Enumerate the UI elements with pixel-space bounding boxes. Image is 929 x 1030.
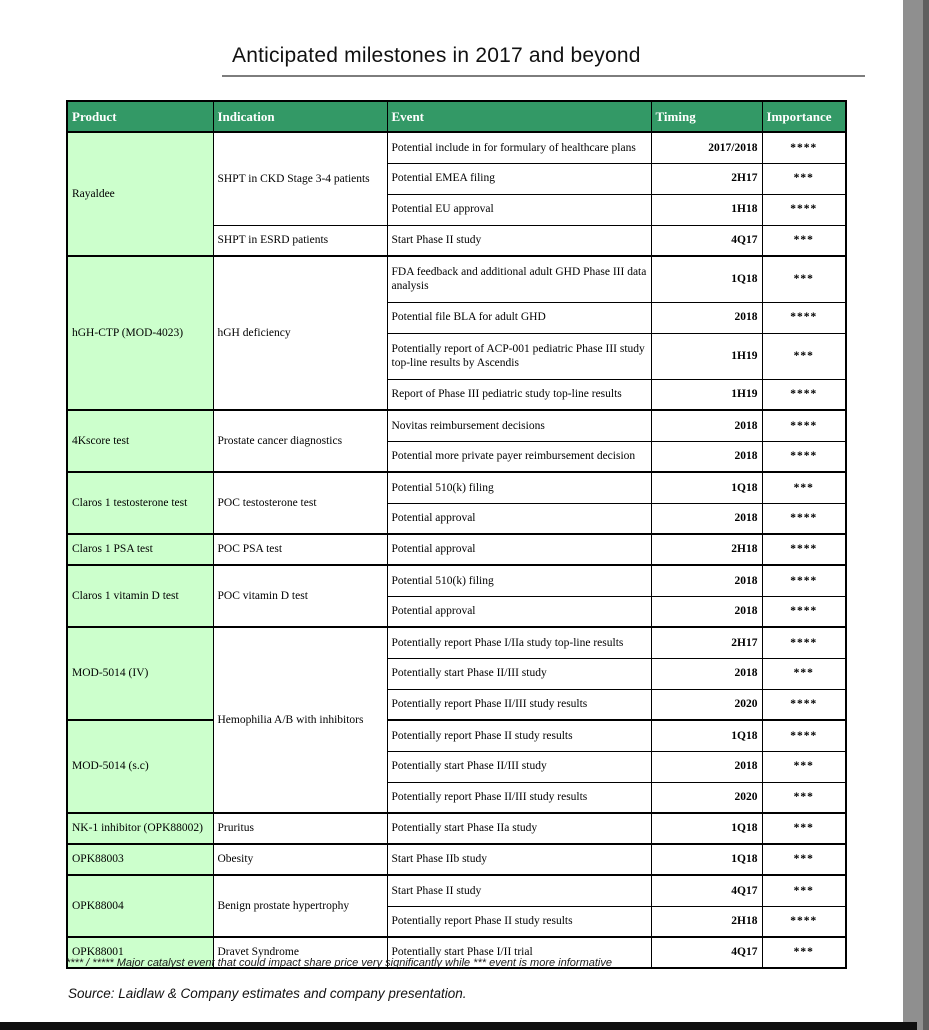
header-importance: Importance: [762, 101, 846, 132]
timing-cell: 4Q17: [651, 225, 762, 256]
event-cell: Start Phase II study: [387, 225, 651, 256]
importance-cell: ****: [762, 627, 846, 658]
indication-cell: hGH deficiency: [213, 256, 387, 410]
product-cell: OPK88004: [67, 875, 213, 937]
importance-cell: ****: [762, 503, 846, 534]
timing-cell: 1H19: [651, 333, 762, 379]
product-cell: Rayaldee: [67, 132, 213, 256]
indication-cell: Benign prostate hypertrophy: [213, 875, 387, 937]
product-cell: MOD-5014 (IV): [67, 627, 213, 720]
event-cell: Start Phase II study: [387, 875, 651, 906]
event-cell: Novitas reimbursement decisions: [387, 410, 651, 441]
indication-cell: Pruritus: [213, 813, 387, 844]
timing-cell: 2H17: [651, 627, 762, 658]
event-cell: Potential include in for formulary of healthcare plans: [387, 132, 651, 163]
importance-cell: ****: [762, 410, 846, 441]
importance-cell: ****: [762, 720, 846, 751]
timing-cell: 2H18: [651, 906, 762, 937]
timing-cell: 2017/2018: [651, 132, 762, 163]
importance-cell: ****: [762, 194, 846, 225]
timing-cell: 1Q18: [651, 256, 762, 302]
timing-cell: 1H19: [651, 379, 762, 410]
timing-cell: 2018: [651, 441, 762, 472]
table-row: [67, 565, 846, 596]
event-cell: Potentially report of ACP-001 pediatric Phase III study top-line results by Ascendis: [387, 333, 651, 379]
event-cell: Potential approval: [387, 503, 651, 534]
importance-cell: ***: [762, 751, 846, 782]
table-body: [67, 132, 846, 968]
importance-cell: ****: [762, 534, 846, 565]
indication-cell: SHPT in CKD Stage 3-4 patients: [213, 132, 387, 225]
table-header-row: [67, 101, 846, 132]
importance-cell: ****: [762, 379, 846, 410]
importance-cell: ***: [762, 844, 846, 875]
timing-cell: 4Q17: [651, 937, 762, 968]
timing-cell: 2018: [651, 410, 762, 441]
product-cell: Claros 1 PSA test: [67, 534, 213, 565]
timing-cell: 1Q18: [651, 472, 762, 503]
importance-cell: ***: [762, 225, 846, 256]
importance-cell: ****: [762, 302, 846, 333]
product-cell: MOD-5014 (s.c): [67, 720, 213, 813]
product-cell: OPK88001: [67, 937, 213, 968]
importance-cell: ***: [762, 937, 846, 968]
table-row: [67, 720, 846, 751]
importance-cell: ***: [762, 333, 846, 379]
timing-cell: 1Q18: [651, 813, 762, 844]
product-cell: Claros 1 testosterone test: [67, 472, 213, 534]
timing-cell: 2020: [651, 782, 762, 813]
event-cell: Potentially report Phase II/III study results: [387, 689, 651, 720]
indication-cell: Prostate cancer diagnostics: [213, 410, 387, 472]
event-cell: Potentially start Phase II/III study: [387, 751, 651, 782]
timing-cell: 2H17: [651, 163, 762, 194]
indication-cell: Obesity: [213, 844, 387, 875]
event-cell: Potential approval: [387, 534, 651, 565]
importance-cell: ***: [762, 658, 846, 689]
timing-cell: 4Q17: [651, 875, 762, 906]
event-cell: Potential more private payer reimbursement decision: [387, 441, 651, 472]
table-row: [67, 627, 846, 658]
event-cell: FDA feedback and additional adult GHD Phase III data analysis: [387, 256, 651, 302]
event-cell: Report of Phase III pediatric study top-line results: [387, 379, 651, 410]
event-cell: Potential approval: [387, 596, 651, 627]
importance-cell: ***: [762, 472, 846, 503]
table-row: [67, 256, 846, 302]
header-product: Product: [67, 101, 213, 132]
table-row: [67, 844, 846, 875]
timing-cell: 2018: [651, 596, 762, 627]
importance-cell: ***: [762, 256, 846, 302]
page-edge-bottom: [0, 1022, 917, 1030]
event-cell: Start Phase IIb study: [387, 844, 651, 875]
table-row: [67, 472, 846, 503]
event-cell: Potential 510(k) filing: [387, 565, 651, 596]
importance-cell: ****: [762, 596, 846, 627]
timing-cell: 2020: [651, 689, 762, 720]
timing-cell: 2018: [651, 503, 762, 534]
timing-cell: 2018: [651, 302, 762, 333]
milestones-table: [66, 100, 847, 969]
product-cell: hGH-CTP (MOD-4023): [67, 256, 213, 410]
indication-cell: SHPT in ESRD patients: [213, 225, 387, 256]
event-cell: Potentially report Phase II study results: [387, 906, 651, 937]
event-cell: Potentially start Phase IIa study: [387, 813, 651, 844]
importance-cell: ***: [762, 875, 846, 906]
product-cell: NK-1 inhibitor (OPK88002): [67, 813, 213, 844]
indication-cell: Dravet Syndrome: [213, 937, 387, 968]
header-indication: Indication: [213, 101, 387, 132]
importance-cell: ***: [762, 782, 846, 813]
event-cell: Potential EU approval: [387, 194, 651, 225]
product-cell: Claros 1 vitamin D test: [67, 565, 213, 627]
importance-cell: ***: [762, 163, 846, 194]
timing-cell: 2018: [651, 751, 762, 782]
importance-cell: ****: [762, 441, 846, 472]
table-row: [67, 132, 846, 163]
indication-cell: Hemophilia A/B with inhibitors: [213, 627, 387, 813]
table-row: [67, 813, 846, 844]
event-cell: Potentially report Phase II/III study results: [387, 782, 651, 813]
timing-cell: 2018: [651, 658, 762, 689]
indication-cell: POC testosterone test: [213, 472, 387, 534]
indication-cell: POC vitamin D test: [213, 565, 387, 627]
importance-cell: ****: [762, 565, 846, 596]
event-cell: Potential file BLA for adult GHD: [387, 302, 651, 333]
table-row: [67, 410, 846, 441]
table-row: [67, 875, 846, 906]
source-note: Source: Laidlaw & Company estimates and company presentation.: [68, 986, 467, 1001]
timing-cell: 2018: [651, 565, 762, 596]
header-event: Event: [387, 101, 651, 132]
product-cell: OPK88003: [67, 844, 213, 875]
table-row: [67, 534, 846, 565]
timing-cell: 1Q18: [651, 720, 762, 751]
header-timing: Timing: [651, 101, 762, 132]
importance-cell: ****: [762, 906, 846, 937]
indication-cell: POC PSA test: [213, 534, 387, 565]
importance-footnote: **** / ***** Major catalyst event that could impact share price very significantly while *** event is more informative: [66, 957, 612, 969]
event-cell: Potentially start Phase I/II trial: [387, 937, 651, 968]
event-cell: Potential 510(k) filing: [387, 472, 651, 503]
timing-cell: 2H18: [651, 534, 762, 565]
product-cell: 4Kscore test: [67, 410, 213, 472]
event-cell: Potentially report Phase I/IIa study top-line results: [387, 627, 651, 658]
event-cell: Potential EMEA filing: [387, 163, 651, 194]
event-cell: Potentially start Phase II/III study: [387, 658, 651, 689]
importance-cell: ****: [762, 689, 846, 720]
event-cell: Potentially report Phase II study results: [387, 720, 651, 751]
timing-cell: 1H18: [651, 194, 762, 225]
importance-cell: ****: [762, 132, 846, 163]
importance-cell: ***: [762, 813, 846, 844]
timing-cell: 1Q18: [651, 844, 762, 875]
page-title: Anticipated milestones in 2017 and beyond: [222, 44, 865, 77]
page-edge-right-dark: [923, 0, 929, 1030]
